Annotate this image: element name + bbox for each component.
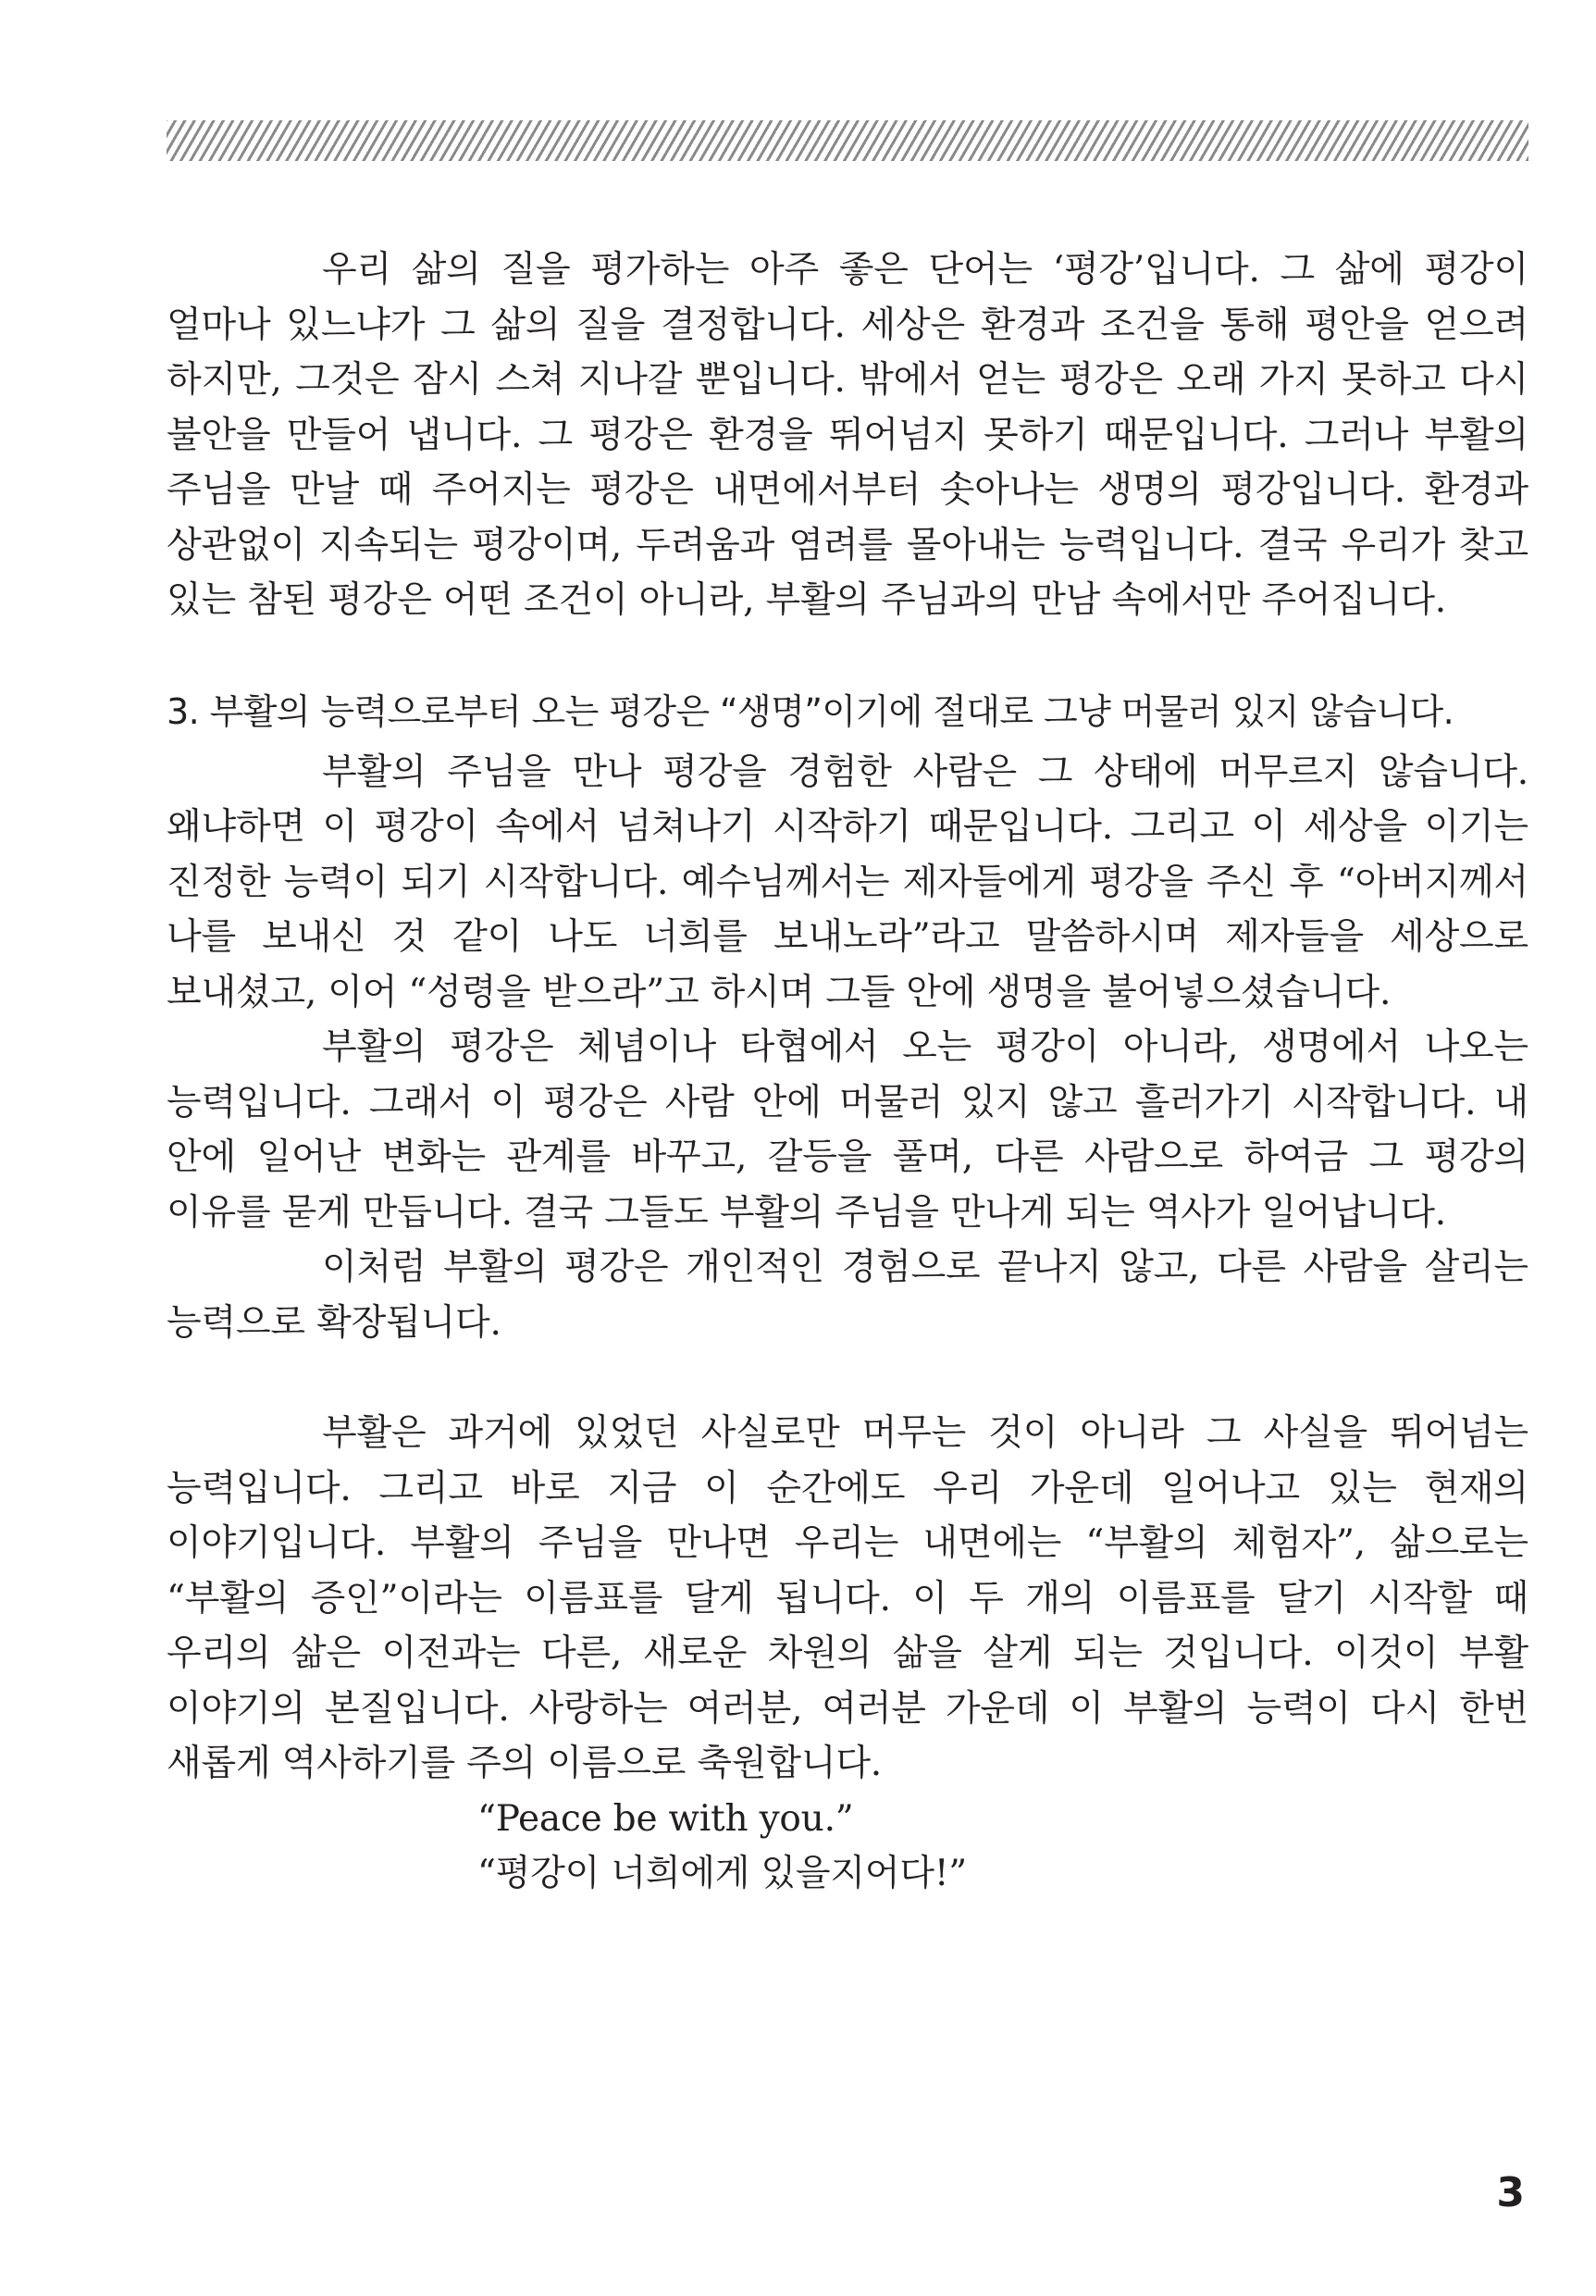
decorative-header-stripes xyxy=(167,120,1528,161)
section-3-paragraph-1: 부활의 주님을 만나 평강을 경험한 사람은 그 상태에 머무르지 않습니다. 왜냐하면 이 평강이 속에서 넘쳐나기 시작하기 때문입니다. 그리고 이 세상을 이기는 진정한 능력이 되기 시작합니다. 예수님께서는 제자들에게 평강을 주신 후 “아버지께서 나를 보내신 것 같이 나도 너희를 보내노라”라고 말씀하시며 제자들을 세상으로 보내셨고, 이어 “성령을 받으라”고 하시며 그들 안에 생명을 불어넣으셨습니다. xyxy=(167,751,1528,1013)
section-3-paragraph-3: 이처럼 부활의 평강은 개인적인 경험으로 끝나지 않고, 다른 사람을 살리는 능력으로 확장됩니다. xyxy=(167,1247,1528,1344)
section-3-paragraph-2: 부활의 평강은 체념이나 타협에서 오는 평강이 아니라, 생명에서 나오는 능력입니다. 그래서 이 평강은 사람 안에 머물러 있지 않고 흘러가기 시작합니다. 내 안에 일어난 변화는 관계를 바꾸고, 갈등을 풀며, 다른 사람으로 하여금 그 평강의 이유를 묻게 만듭니다. 결국 그들도 부활의 주님을 만나게 되는 역사가 일어납니다. xyxy=(167,1026,1528,1234)
page-number: 3 xyxy=(1496,2169,1525,2216)
section-3-heading: 3. 부활의 능력으로부터 오는 평강은 “생명”이기에 절대로 그냥 머물러 있지 않습니다. xyxy=(167,690,1454,732)
quote-english: “Peace be with you.” xyxy=(477,1797,854,1840)
conclusion-paragraph: 부활은 과거에 있었던 사실로만 머무는 것이 아니라 그 사실을 뛰어넘는 능력입니다. 그리고 바로 지금 이 순간에도 우리 가운데 일어나고 있는 현재의 이야기입니다. 부활의 주님을 만나면 우리는 내면에는 “부활의 체험자”, 삶으로는 “부활의 증인”이라는 이름표를 달게 됩니다. 이 두 개의 이름표를 달기 시작할 때 우리의 삶은 이전과는 다른, 새로운 차원의 삶을 살게 되는 것입니다. 이것이 부활 이야기의 본질입니다. 사랑하는 여러분, 여러분 가운데 이 부활의 능력이 다시 한번 새롭게 역사하기를 주의 이름으로 축원합니다. xyxy=(167,1412,1528,1784)
intro-paragraph: 우리 삶의 질을 평가하는 아주 좋은 단어는 ‘평강’입니다. 그 삶에 평강이 얼마나 있느냐가 그 삶의 질을 결정합니다. 세상은 환경과 조건을 통해 평안을 얻으려 하지만, 그것은 잠시 스쳐 지나갈 뿐입니다. 밖에서 얻는 평강은 오래 가지 못하고 다시 불안을 만들어 냅니다. 그 평강은 환경을 뛰어넘지 못하기 때문입니다. 그러나 부활의 주님을 만날 때 주어지는 평강은 내면에서부터 솟아나는 생명의 평강입니다. 환경과 상관없이 지속되는 평강이며, 두려움과 염려를 몰아내는 능력입니다. 결국 우리가 찾고 있는 참된 평강은 어떤 조건이 아니라, 부활의 주님과의 만남 속에서만 주어집니다. xyxy=(167,249,1528,621)
section-gap xyxy=(167,1350,1528,1406)
quote-korean: “평강이 너희에게 있을지어다!” xyxy=(477,1853,968,1894)
page-body xyxy=(167,242,1528,1902)
section-gap xyxy=(167,628,1528,684)
